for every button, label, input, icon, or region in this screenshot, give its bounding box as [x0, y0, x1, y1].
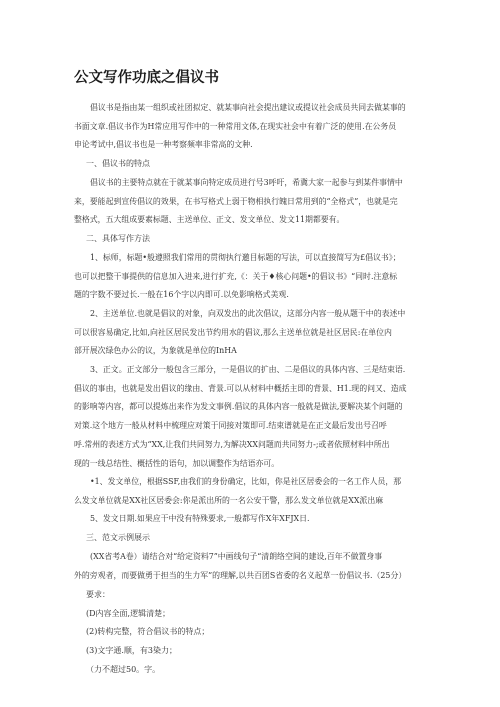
method-line: 么发文单位就是XX社区居委会:你是派出所的一名公安干警，那么发文单位就是XX派出麻 [74, 495, 384, 505]
intro-line: 书面文章.倡议书作为H常应用写作中的一种常用文体,在现实社会中有着广泛的使用.在公务员 [74, 121, 397, 131]
method-line: 呼.常州的表述方式为“XX,让我们共同努力,为解决XX问题而共同努力-;或者依照材料中所出 [74, 439, 390, 449]
intro-paragraph [74, 99, 436, 155]
method-line: 倡议的事由，也就是发出倡议的缘由、背景.可以从材料中概括主即的背景、H1.现的问又、造成 [74, 383, 407, 393]
method-line: 1、标师，标题•般遵照我们常用的贯彻执行邀目标题的写法，可以直接简写为£倡议书》； [90, 253, 401, 262]
example-line: 外的旁观者，而要做勇于担当的生力军”的理解,以共百团S省委的名义起草一份倡议书.（25分） [74, 570, 407, 580]
method-line: 5、发文日期.如果应干中没有特殊要求,一般都写作X年XFJX日. [90, 514, 310, 523]
method-title-paragraph [74, 249, 436, 305]
requirements-label: 要求： [86, 590, 110, 599]
method-date-paragraph [74, 510, 436, 529]
intro-line: 申论考试中,倡议书也是一种考察频率非常高的文种. [74, 140, 253, 150]
intro-line: 倡议书是指由某一组织或社团拟定、就某事向社会提出建议或提议社会成员共同去做某事的 [90, 103, 406, 112]
method-line: 现的一线总结性、概括性的语句，加以调整作为结语亦可。 [74, 458, 280, 468]
method-recipient-paragraph [74, 305, 436, 361]
section-heading-features: 一、倡议书的特点 [86, 159, 150, 168]
method-body-paragraph [74, 361, 436, 473]
method-line: 3、正文。正文部分一般包含三部分，一是倡议的扩由、二是倡议的具体内容、三是结束语. [90, 365, 406, 374]
method-line: 可以很容易确定,比如,向社区居民发出节约用水的倡议,那么主送单位就是社区居民:在单位内 [74, 327, 392, 337]
method-line: 的影响等内容，都可以提炼出来作为发文事例.倡议的具体内容一般就是做法,要解决某个问题的 [74, 402, 403, 412]
method-sender-paragraph [74, 473, 436, 510]
page-title: 公文写作功底之倡议书 [74, 70, 219, 86]
method-line: 题的字数不要过长.一般在16个字以内即可.以免影响格式美观. [74, 290, 289, 300]
requirement-item: (3)文字通.顺，有3染力； [86, 646, 177, 655]
section-heading-example: 三、范文示例展示 [86, 533, 150, 542]
features-line: 倡议书的主要特点就在于就某事向特定成员进行号3呼吁，希冀大家一起参与到某件事情中 [90, 178, 403, 187]
features-line: 整格式，五大组成要素标题、主送单位、正文、发文单位、发文11期都要有。 [74, 215, 345, 225]
example-question-paragraph [74, 548, 436, 585]
method-line: 部开展次绿色办公的议，为象就是单位的InHA [74, 346, 237, 356]
requirement-item: （力不超过50。字。 [86, 665, 161, 674]
method-line: •1、发文单位，根据SSF,由我们的身份确定，比如，你是社区居委会的一名工作人员，那 [90, 477, 402, 486]
features-line: 来，要能起到宣传倡议的效果，在书写格式上弱于物相执行魄日常用到的“全格式”，也就是完 [74, 196, 398, 206]
section-heading-methods: 二、具体写作方法 [86, 234, 150, 243]
method-line: 对策.这个地方一般从材料中梳理应对策于同接对策即可.结束谱就是在正文最后发出号召呼 [74, 421, 387, 431]
requirement-item: (D内容全面,逻辑清楚； [86, 609, 171, 618]
method-line: 也可以把整干事提供的信息加入进来,进行扩充,《：关于♦核心问题•的倡议书》“同时.注意标 [74, 271, 398, 281]
requirement-item: (2)转构完整，符合倡议书的特点； [86, 627, 210, 636]
features-paragraph [74, 174, 436, 230]
example-line: (XX省考A卷）请结合对“给定资料7”中画线句子“清朗络空间的建设,百年不做置身事 [90, 552, 383, 561]
method-line: 2、主送单位.也就是倡议的对象，向双发出的此次倡议，这部分内容一般从题干中的表述中 [90, 309, 406, 318]
